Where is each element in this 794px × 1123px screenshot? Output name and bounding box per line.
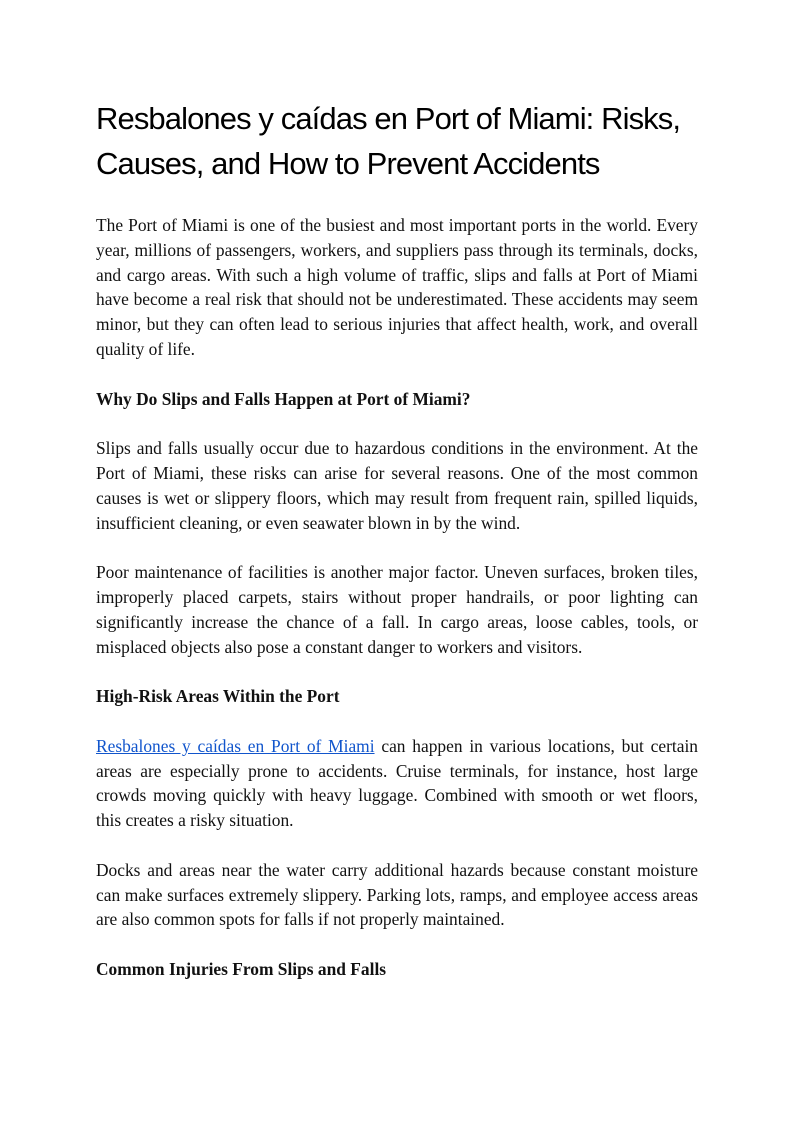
section-heading-why: Why Do Slips and Falls Happen at Port of Miami?: [96, 388, 471, 409]
why-paragraph-2: Poor maintenance of facilities is another major factor. Uneven surfaces, broken tiles, improperly placed carpets, stairs without proper handrails, or poor lighting can significantly increase the chance of a fall. In cargo areas, loose cables, tools, or misplaced objects also pose a constant danger to workers and visitors.: [96, 562, 698, 657]
why-paragraph-1: Slips and falls usually occur due to hazardous conditions in the environment. At the Port of Miami, these risks can arise for several reasons. One of the most common causes is wet or slippery floors, which may result from frequent rain, spilled liquids, insufficient cleaning, or even seawater blown in by the wind.: [96, 438, 698, 533]
areas-paragraph-1-text: can happen in various locations, but certain areas are especially prone to accidents. Cruise terminals, for instance, host large crowds moving quickly with heavy luggage. Combined with smooth or wet floors, this creates a risky situation.: [96, 735, 698, 831]
resbalones-link[interactable]: Resbalones y caídas en Port of Miami: [96, 735, 375, 756]
document-title: Resbalones y caídas en Port of Miami: Risks, Causes, and How to Prevent Accidents: [96, 101, 681, 181]
section-heading-injuries: Common Injuries From Slips and Falls: [96, 958, 387, 979]
section-heading-areas: High-Risk Areas Within the Port: [96, 686, 340, 707]
intro-paragraph: The Port of Miami is one of the busiest and most important ports in the world. Every year, millions of passengers, workers, and suppliers pass through its terminals, docks, and cargo areas. With such a high volume of traffic, slips and falls at Port of Miami have become a real risk that should not be underestimated. These accidents may seem minor, but they can often lead to serious injuries that affect health, work, and overall quality of life.: [96, 215, 698, 359]
areas-paragraph-1: [96, 734, 698, 833]
document-page: [96, 96, 698, 1007]
areas-paragraph-2: Docks and areas near the water carry additional hazards because constant moisture can make surfaces extremely slippery. Parking lots, ramps, and employee access areas are also common spots for falls if not properly maintained.: [96, 859, 698, 930]
